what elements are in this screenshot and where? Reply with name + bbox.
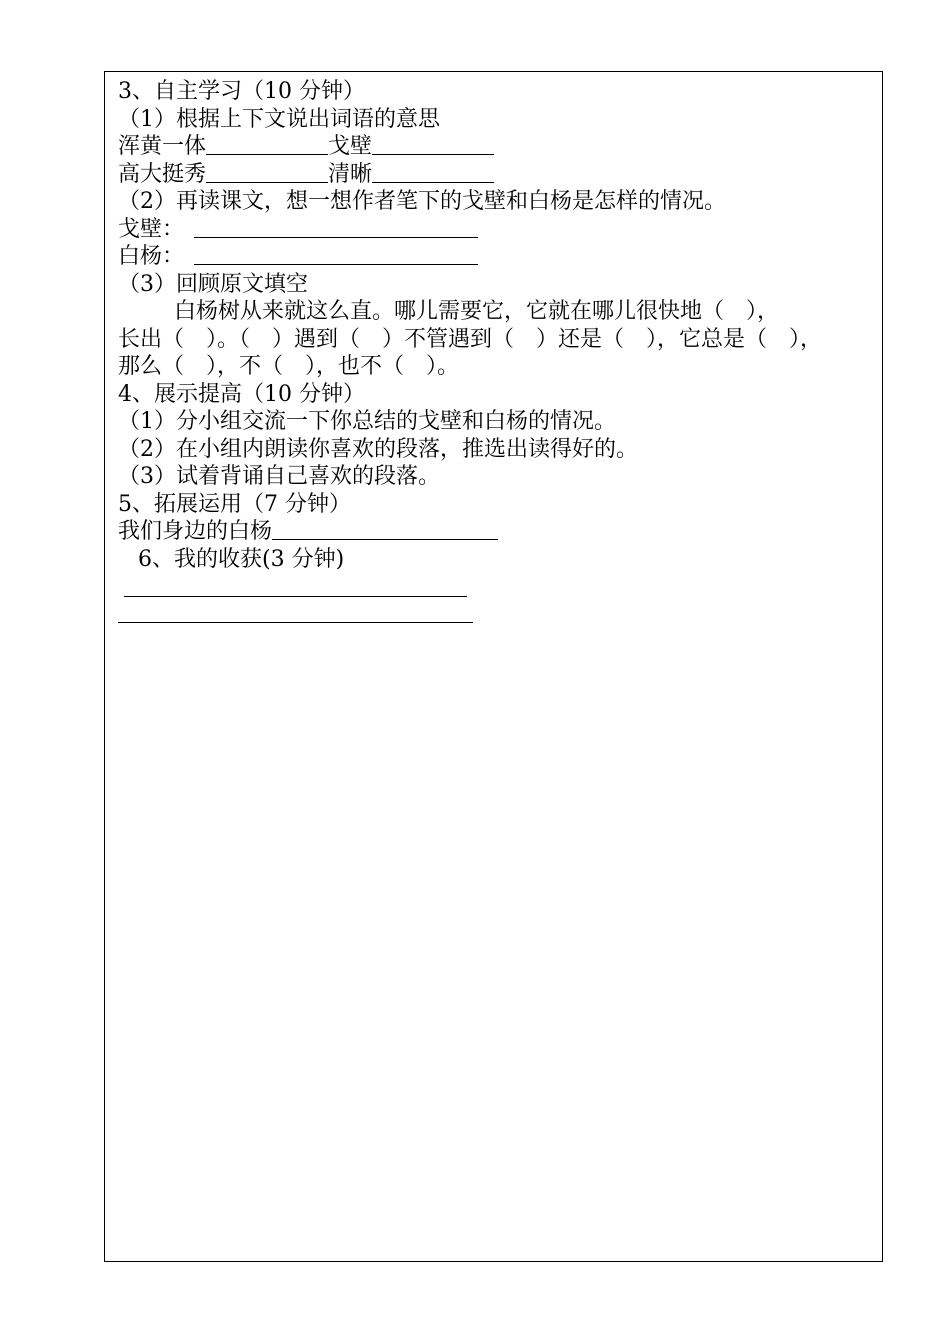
extension-prompt: 我们身边的白杨: [118, 519, 273, 544]
answer-blank-2[interactable]: [372, 134, 494, 155]
section-5-title: 5、拓展运用（7 分钟）: [118, 491, 351, 517]
answer-blank-3[interactable]: [206, 162, 328, 183]
fill-in-line-3: 那么（ ），不（ ），也不（ ）。: [118, 354, 460, 379]
gobi-row: [118, 216, 888, 244]
fill-in-line-2: 长出（ ）。（ ）遇到（ ）不管遇到（ ）还是（ ），它总是（ ），: [118, 326, 823, 352]
answer-blank-4[interactable]: [372, 162, 494, 183]
harvest-answer-line-1[interactable]: [124, 596, 467, 597]
section-4-title: 4、展示提高（10 分钟）: [118, 381, 365, 407]
fill-in-line-1: 白杨树从来就这么直。哪儿需要它，它就在哪儿很快地（ ），: [174, 299, 780, 324]
gobi-answer-blank[interactable]: [194, 217, 478, 238]
vocab-row-1: [118, 133, 888, 161]
question-3-1: （1）根据上下文说出词语的意思: [118, 106, 440, 132]
question-3-2: （2）再读课文，想一想作者笔下的戈壁和白杨是怎样的情况。: [118, 189, 726, 214]
activity-4-2: （2）在小组内朗读你喜欢的段落，推选出读得好的。: [118, 436, 638, 462]
activity-4-3: （3）试着背诵自己喜欢的段落。: [118, 464, 440, 489]
worksheet-content: [118, 78, 888, 573]
extension-row: [118, 518, 888, 546]
poplar-answer-blank[interactable]: [194, 244, 478, 265]
vocab-word-2: 戈壁: [328, 134, 373, 159]
answer-blank-1[interactable]: [206, 134, 328, 155]
poplar-row: [118, 243, 888, 271]
vocab-word-1: 浑黄一体: [118, 134, 207, 159]
gobi-label: 戈壁：: [118, 216, 185, 242]
vocab-word-4: 清晰: [328, 161, 373, 187]
poplar-label: 白杨：: [118, 244, 185, 269]
vocab-word-3: 高大挺秀: [118, 161, 207, 187]
harvest-answer-line-2[interactable]: [118, 622, 473, 623]
vocab-row-2: [118, 161, 888, 189]
activity-4-1: （1）分小组交流一下你总结的戈壁和白杨的情况。: [118, 409, 616, 434]
section-3-title: 3、自主学习（10 分钟）: [118, 79, 365, 104]
question-3-3: （3）回顾原文填空: [118, 271, 308, 297]
section-6-title: 6、我的收获(3 分钟): [138, 546, 345, 572]
extension-answer-blank[interactable]: [272, 519, 498, 540]
